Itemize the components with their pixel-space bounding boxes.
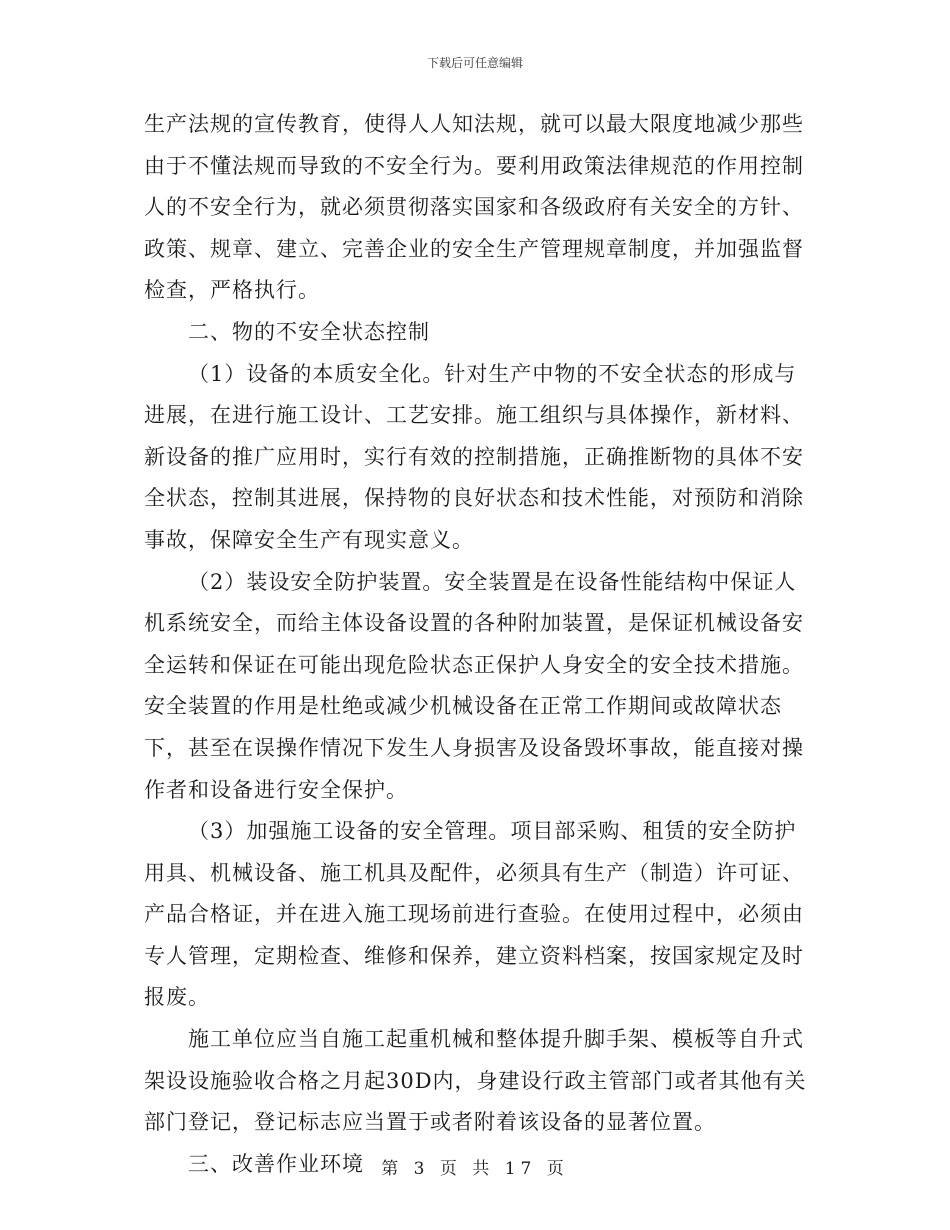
- paragraph-item-1: （1）设备的本质安全化。针对生产中物的不安全状态的形成与进展，在进行施工设计、工艺安排。施工组织与具体操作，新材料、新设备的推广应用时，实行有效的控制措施，正确推断物的具体不安全状态，控制其进展，保持物的良好状态和技术性能，对预防和消除事故，保障安全生产有现实意义。: [144, 361, 804, 552]
- section-heading-2: 二、物的不安全状态控制: [188, 319, 430, 344]
- section-heading-3: 三、改善作业环境: [188, 1151, 364, 1176]
- page-number-footer: 第 3 页 共 17 页: [381, 1159, 569, 1179]
- paragraph-registration: 施工单位应当自施工起重机械和整体提升脚手架、模板等自升式架设设施验收合格之月起30D内，身建设行政主管部门或者其他有关部门登记，登记标志应当置于或者附着该设备的显著位置。: [144, 1027, 807, 1135]
- paragraph-item-3: （3）加强施工设备的安全管理。项目部采购、租赁的安全防护用具、机械设备、施工机具及配件，必须具有生产（制造）许可证、产品合格证，并在进入施工现场前进行查验。在使用过程中，必须由专人管理，定期检查、维修和保养，建立资料档案，按国家规定及时报废。: [144, 819, 804, 1010]
- paragraph-item-2: （2）装设安全防护装置。安全装置是在设备性能结构中保证人机系统安全，而给主体设备设置的各种附加装置，是保证机械设备安全运转和保证在可能出现危险状态正保护人身安全的安全技术措施。安全装置的作用是杜绝或减少机械设备在正常工作期间或故障状态下，甚至在误操作情况下发生人身损害及设备毁坏事故，能直接对操作者和设备进行安全保护。: [144, 569, 804, 802]
- paragraph-continuation: 生产法规的宣传教育，使得人人知法规，就可以最大限度地减少那些由于不懂法规而导致的不安全行为。要利用政策法律规范的作用控制人的不安全行为，就必须贯彻落实国家和各级政府有关安全的方针、政策、规章、建立、完善企业的安全生产管理规章制度，并加强监督检查，严格执行。: [144, 112, 804, 303]
- page-header: 下载后可任意编辑: [426, 56, 523, 70]
- document-body: [144, 104, 808, 1185]
